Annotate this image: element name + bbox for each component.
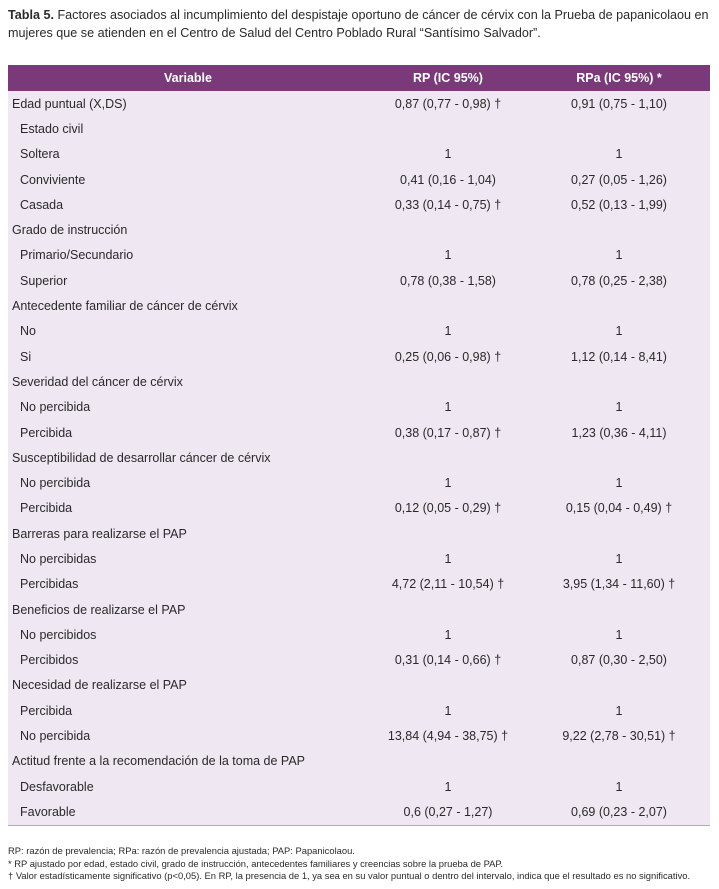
row-rp-value: 0,41 (0,16 - 1,04): [400, 172, 496, 187]
table-row: [8, 142, 710, 167]
row-rp-value: 1: [444, 476, 452, 491]
table-row: [8, 749, 710, 774]
table-row: [8, 395, 710, 420]
row-variable-label: Severidad del cáncer de cérvix: [12, 374, 183, 389]
table-body: [8, 91, 710, 825]
caption-label: Tabla 5.: [8, 8, 54, 22]
row-rp-value: 0,31 (0,14 - 0,66) †: [394, 653, 502, 668]
row-variable-label: Casada: [20, 197, 64, 212]
row-rp-value: [368, 445, 528, 470]
table-header-row: [8, 65, 710, 91]
row-rpa-value: 0,15 (0,04 - 0,49) †: [565, 501, 673, 516]
row-variable-label: Percibida: [20, 703, 73, 718]
row-rpa-value: 1: [615, 324, 623, 339]
table-row: [8, 445, 710, 470]
footnote-significance: † Valor estadísticamente significativo (p<0,05). En RP, la presencia de 1, ya sea en su valor puntual o dentro del intervalo, indica que el resultado es no significativo.: [8, 870, 691, 882]
table-row: [8, 698, 710, 723]
row-rpa-value: [528, 749, 710, 774]
row-variable-label: Antecedente familiar de cáncer de cérvix: [12, 299, 238, 314]
table-row: [8, 243, 710, 268]
header-rp: RP (IC 95%): [368, 65, 528, 91]
table-caption: [8, 6, 713, 42]
row-rp-value: 1: [444, 324, 452, 339]
table-row: [8, 116, 710, 141]
row-variable-label: Favorable: [8, 799, 368, 825]
table-row: [8, 369, 710, 394]
table-row: [8, 319, 710, 344]
table-row: [8, 344, 710, 369]
row-rp-value: 1: [444, 400, 452, 415]
row-variable-label: Primario/Secundario: [20, 248, 134, 263]
row-rpa-value: [528, 116, 710, 141]
row-variable-label: Conviviente: [20, 172, 86, 187]
row-rp-value: 0,87 (0,77 - 0,98) †: [394, 96, 502, 111]
row-rp-value: 1: [444, 551, 452, 566]
row-rp-value: 1: [444, 627, 452, 642]
footnote-abbreviations: RP: razón de prevalencia; RPa: razón de prevalencia ajustada; PAP: Papanicolaou.: [8, 845, 355, 856]
table-row: [8, 470, 710, 495]
caption-text: Factores asociados al incumplimiento del despistaje oportuno de cáncer de cérvix con la Prueba de papanicolaou en mujeres que se atienden en el Centro de Salud del Centro Poblado Rural “Santísimo Salvador”.: [8, 8, 709, 40]
row-rp-value: 1: [444, 779, 452, 794]
row-variable-label: Susceptibilidad de desarrollar cáncer de cérvix: [12, 450, 271, 465]
table-row: [8, 217, 710, 242]
row-rp-value: 1: [444, 703, 452, 718]
row-rpa-value: [528, 217, 710, 242]
row-variable-label: Percibida: [20, 501, 73, 516]
row-rp-value: [368, 116, 528, 141]
row-rp-value: [368, 673, 528, 698]
footnote-adjusted: * RP ajustado por edad, estado civil, grado de instrucción, antecedentes familiares y creencias sobre la prueba de PAP.: [8, 857, 504, 869]
row-variable-label: No: [20, 324, 36, 339]
table-row: [8, 91, 710, 116]
row-variable-label: Grado de instrucción: [12, 223, 128, 238]
header-rpa: RPa (IC 95%) *: [528, 65, 710, 91]
table-row: [8, 622, 710, 647]
row-variable-label: Barreras para realizarse el PAP: [12, 526, 187, 541]
table-row: [8, 420, 710, 445]
row-rpa-value: [528, 445, 710, 470]
row-variable-label: Percibida: [20, 425, 73, 440]
row-rp-value: 0,33 (0,14 - 0,75) †: [394, 197, 502, 212]
row-rpa-value: 1: [615, 400, 623, 415]
row-rp-value: 4,72 (2,11 - 10,54) †: [391, 577, 505, 592]
row-variable-label: No percibida: [20, 476, 91, 491]
row-variable-label: Superior: [20, 273, 68, 288]
row-rpa-value: 0,27 (0,05 - 1,26): [571, 172, 667, 187]
row-rp-value: [368, 217, 528, 242]
row-rpa-value: [528, 521, 710, 546]
header-variable: Variable: [8, 65, 368, 91]
row-rpa-value: 3,95 (1,34 - 11,60) †: [562, 577, 676, 592]
row-variable-label: Percibidos: [20, 653, 79, 668]
row-variable-label: Beneficios de realizarse el PAP: [12, 602, 186, 617]
row-rpa-value: [528, 293, 710, 318]
row-rpa-value: [528, 673, 710, 698]
row-rp-value: [368, 749, 528, 774]
results-table: [8, 65, 710, 826]
table-row: [8, 192, 710, 217]
row-variable-label: Estado civil: [20, 121, 84, 136]
row-rpa-value: 1: [615, 551, 623, 566]
row-variable-label: Desfavorable: [20, 779, 94, 794]
row-rp-value: 0,6 (0,27 - 1,27): [368, 799, 528, 825]
row-rpa-value: 0,78 (0,25 - 2,38): [571, 273, 667, 288]
results-table-container: [8, 65, 710, 826]
table-row: [8, 673, 710, 698]
row-variable-label: No percibida: [20, 729, 91, 744]
row-rp-value: 0,12 (0,05 - 0,29) †: [394, 501, 502, 516]
row-rpa-value: 9,22 (2,78 - 30,51) †: [562, 729, 676, 744]
row-rpa-value: 1,23 (0,36 - 4,11): [571, 425, 667, 440]
table-row: [8, 597, 710, 622]
row-rp-value: 0,38 (0,17 - 0,87) †: [394, 425, 502, 440]
table-row: [8, 496, 710, 521]
row-rpa-value: 1: [615, 248, 623, 263]
table-row: [8, 521, 710, 546]
table-row: [8, 268, 710, 293]
row-variable-label: Percibidas: [20, 577, 79, 592]
table-row: [8, 572, 710, 597]
row-rp-value: [368, 293, 528, 318]
table-row: [8, 648, 710, 673]
row-rpa-value: 1: [615, 627, 623, 642]
row-variable-label: No percibida: [20, 400, 91, 415]
row-rpa-value: 0,69 (0,23 - 2,07): [528, 799, 710, 825]
row-variable-label: No percibidos: [20, 627, 97, 642]
row-rpa-value: 1: [615, 703, 623, 718]
table-row: [8, 723, 710, 748]
table-row: [8, 774, 710, 799]
row-rp-value: [368, 369, 528, 394]
row-rp-value: [368, 597, 528, 622]
row-rpa-value: [528, 369, 710, 394]
row-rpa-value: 1: [615, 147, 623, 162]
row-rp-value: 0,78 (0,38 - 1,58): [400, 273, 496, 288]
row-rpa-value: 0,87 (0,30 - 2,50): [571, 653, 667, 668]
row-rp-value: [368, 521, 528, 546]
row-rp-value: 1: [444, 147, 452, 162]
row-variable-label: Actitud frente a la recomendación de la toma de PAP: [12, 754, 305, 769]
row-rp-value: 1: [444, 248, 452, 263]
row-rpa-value: 1,12 (0,14 - 8,41): [571, 349, 667, 364]
row-rpa-value: 1: [615, 476, 623, 491]
row-variable-label: No percibidas: [20, 551, 97, 566]
row-rpa-value: [528, 597, 710, 622]
row-rpa-value: 0,52 (0,13 - 1,99): [571, 197, 667, 212]
row-variable-label: Necesidad de realizarse el PAP: [12, 678, 187, 693]
table-row: [8, 799, 710, 825]
table-row: [8, 546, 710, 571]
row-variable-label: Edad puntual (X,DS): [12, 96, 127, 111]
table-row: [8, 167, 710, 192]
row-variable-label: Soltera: [20, 147, 60, 162]
row-rpa-value: 1: [615, 779, 623, 794]
table-row: [8, 293, 710, 318]
row-variable-label: Si: [20, 349, 32, 364]
row-rpa-value: 0,91 (0,75 - 1,10): [571, 96, 667, 111]
row-rp-value: 0,25 (0,06 - 0,98) †: [394, 349, 502, 364]
row-rp-value: 13,84 (4,94 - 38,75) †: [387, 729, 509, 744]
table-footnotes: [8, 845, 713, 883]
